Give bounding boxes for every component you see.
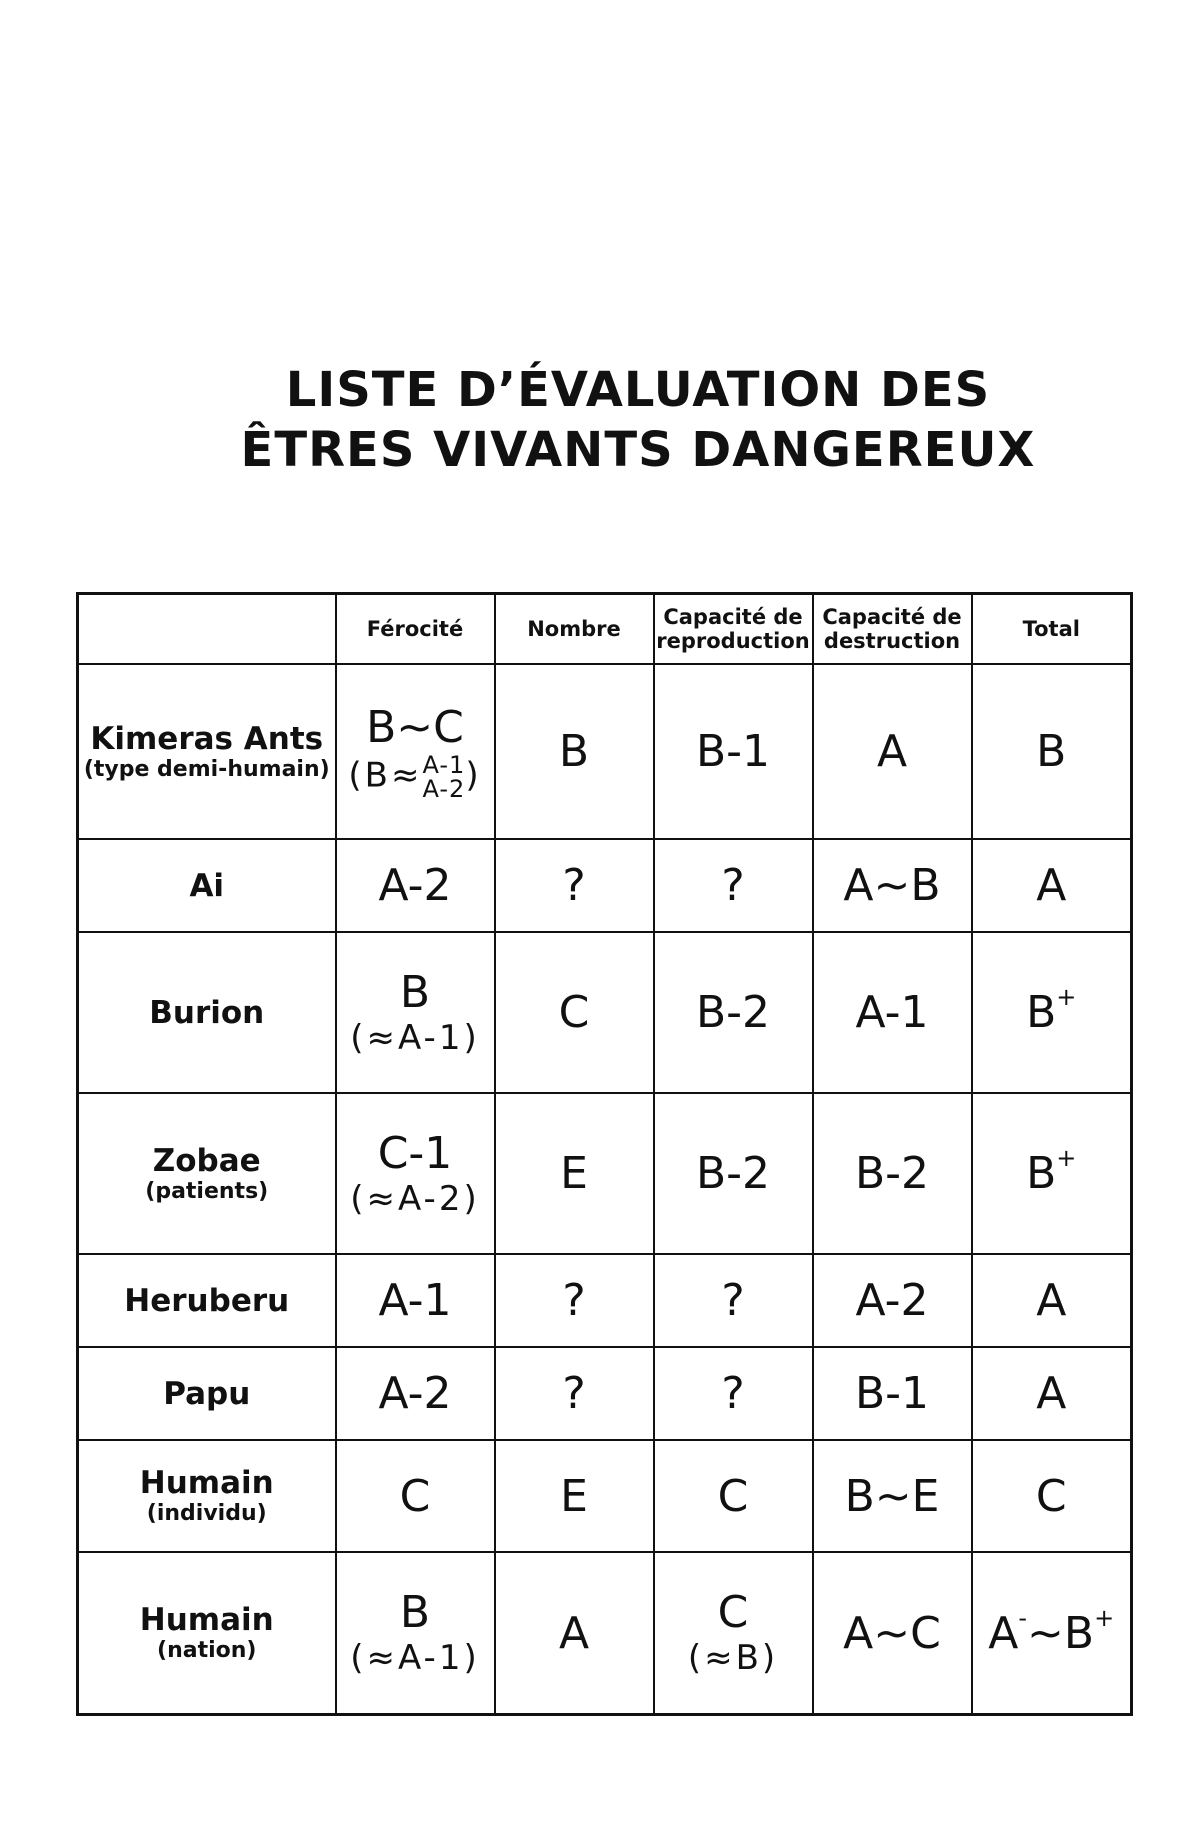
ferocite-value: B <box>399 966 431 1018</box>
reproduction-cell: ? <box>654 839 813 932</box>
header-reproduction-line-2: reproduction <box>656 629 810 653</box>
total-value-low: A <box>988 1607 1019 1659</box>
ferocite-value: B~C <box>366 701 464 753</box>
header-row <box>78 594 1132 665</box>
row-name: Humain <box>139 1602 274 1639</box>
ferocite-value: B <box>399 1587 431 1639</box>
nombre-cell: B <box>495 664 654 839</box>
total-low-modifier: - <box>1018 1603 1028 1632</box>
table-row <box>78 1347 1132 1440</box>
row-subname: (individu) <box>146 1501 267 1527</box>
total-cell: B <box>972 664 1132 839</box>
header-corner <box>78 594 336 665</box>
header-destruction <box>813 594 972 665</box>
fraction-bottom: A-2 <box>422 774 466 803</box>
title-line-1: LISTE D’ÉVALUATION DES <box>285 362 991 418</box>
row-name-cell <box>78 932 336 1093</box>
reproduction-cell: B-2 <box>654 1093 813 1254</box>
total-cell <box>972 1552 1132 1714</box>
total-cell: A <box>972 1254 1132 1347</box>
destruction-cell: B-1 <box>813 1347 972 1440</box>
evaluation-table <box>76 592 1133 1716</box>
nombre-cell: ? <box>495 1347 654 1440</box>
fraction-top: A-1 <box>422 750 466 779</box>
destruction-cell: B-2 <box>813 1093 972 1254</box>
header-nombre: Nombre <box>495 594 654 665</box>
total-cell: A <box>972 839 1132 932</box>
table-row <box>78 1552 1132 1714</box>
table-row <box>78 1254 1132 1347</box>
row-subname: (nation) <box>157 1638 257 1664</box>
destruction-cell: A~B <box>813 839 972 932</box>
reproduction-cell: B-2 <box>654 932 813 1093</box>
row-name-cell <box>78 1347 336 1440</box>
header-ferocite: Férocité <box>336 594 495 665</box>
header-reproduction <box>654 594 813 665</box>
header-reproduction-line-1: Capacité de <box>663 605 803 629</box>
destruction-cell: A-1 <box>813 932 972 1093</box>
header-total: Total <box>972 594 1132 665</box>
total-modifier: + <box>1056 1144 1077 1173</box>
reproduction-cell <box>654 1552 813 1714</box>
reproduction-approx: (≈B) <box>687 1638 779 1679</box>
total-value: B <box>1026 987 1057 1039</box>
nombre-cell: ? <box>495 839 654 932</box>
row-name: Burion <box>149 994 265 1031</box>
reproduction-cell: ? <box>654 1347 813 1440</box>
table-row <box>78 932 1132 1093</box>
ferocite-approx: (≈A-2) <box>350 1178 480 1219</box>
row-name: Ai <box>189 867 225 904</box>
row-name: Heruberu <box>124 1282 290 1319</box>
header-destruction-line-2: destruction <box>823 629 961 653</box>
nombre-cell: E <box>495 1440 654 1552</box>
row-name: Zobae <box>152 1142 261 1179</box>
ferocite-cell: A-2 <box>336 839 495 932</box>
total-cell <box>972 1093 1132 1254</box>
header-destruction-line-1: Capacité de <box>822 605 962 629</box>
ferocite-value: C-1 <box>377 1127 453 1179</box>
row-name-cell <box>78 664 336 839</box>
ferocite-approx: (≈A-1) <box>350 1638 480 1679</box>
total-cell: A <box>972 1347 1132 1440</box>
row-subname: (patients) <box>145 1178 269 1204</box>
total-high-modifier: + <box>1094 1603 1115 1632</box>
row-name: Humain <box>139 1465 274 1502</box>
row-name-cell <box>78 839 336 932</box>
nombre-cell: E <box>495 1093 654 1254</box>
row-name-cell <box>78 1254 336 1347</box>
nombre-cell: C <box>495 932 654 1093</box>
table-row <box>78 1093 1132 1254</box>
destruction-cell: A~C <box>813 1552 972 1714</box>
ferocite-cell <box>336 1552 495 1714</box>
reproduction-cell: ? <box>654 1254 813 1347</box>
reproduction-value: C <box>717 1587 749 1639</box>
reproduction-cell: B-1 <box>654 664 813 839</box>
destruction-cell: A-2 <box>813 1254 972 1347</box>
row-name: Kimeras Ants <box>90 720 324 757</box>
nombre-cell: ? <box>495 1254 654 1347</box>
ferocite-cell <box>336 932 495 1093</box>
ferocite-cell <box>336 664 495 839</box>
reproduction-cell: C <box>654 1440 813 1552</box>
ferocite-range-open: (B≈ <box>348 755 423 796</box>
title-line-2: ÊTRES VIVANTS DANGEREUX <box>240 422 1036 478</box>
table-row <box>78 839 1132 932</box>
ferocite-approx: (≈A-1) <box>350 1017 480 1058</box>
total-modifier: + <box>1056 983 1077 1012</box>
total-cell: C <box>972 1440 1132 1552</box>
row-name: Papu <box>163 1375 251 1412</box>
ferocite-cell: C <box>336 1440 495 1552</box>
row-subname: (type demi-humain) <box>83 756 330 782</box>
nombre-cell: A <box>495 1552 654 1714</box>
table-row <box>78 1440 1132 1552</box>
row-name-cell <box>78 1440 336 1552</box>
page-title <box>0 360 1200 480</box>
total-value-high: ~B <box>1027 1607 1095 1659</box>
ferocite-cell <box>336 1093 495 1254</box>
total-value: B <box>1026 1148 1057 1200</box>
ferocite-range-close: ) <box>465 755 482 796</box>
row-name-cell <box>78 1093 336 1254</box>
destruction-cell: A <box>813 664 972 839</box>
ferocite-range <box>337 750 494 803</box>
ferocite-fraction <box>422 750 466 803</box>
table-row <box>78 664 1132 839</box>
ferocite-cell: A-1 <box>336 1254 495 1347</box>
row-name-cell <box>78 1552 336 1714</box>
ferocite-cell: A-2 <box>336 1347 495 1440</box>
total-cell <box>972 932 1132 1093</box>
destruction-cell: B~E <box>813 1440 972 1552</box>
